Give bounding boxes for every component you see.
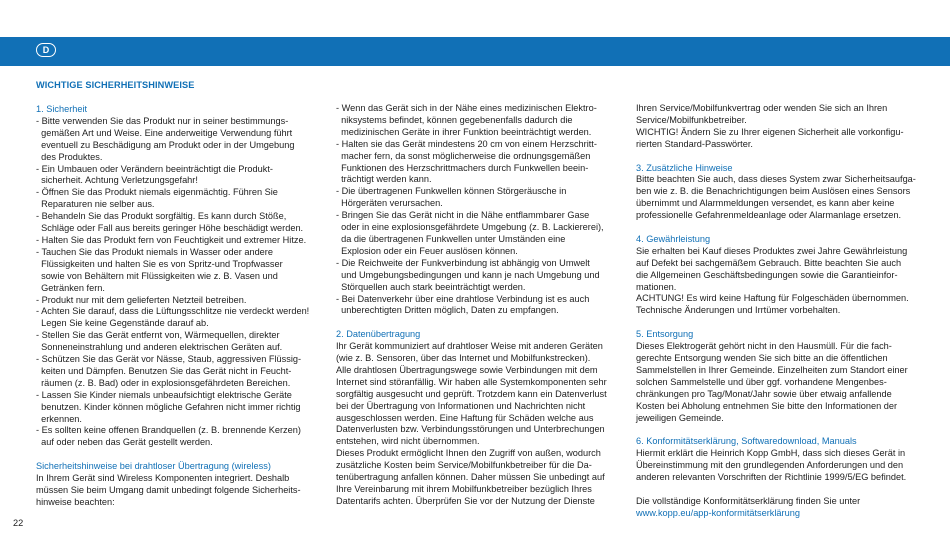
text-line: unberechtigten Dritten möglich, Daten zu empfangen. xyxy=(336,305,559,316)
text-line: - Halten Sie das Produkt fern von Feuchtigkeit und extremer Hitze. xyxy=(36,234,307,245)
text-line: - Es sollten keine offenen Brandquellen (z. B. brennende Kerzen) xyxy=(36,425,301,436)
text-line: sowie von Behältern mit Flüssigkeiten wie z. B. Vasen und xyxy=(36,270,278,281)
text-line: - Achten Sie darauf, dass die Lüftungsschlitze nie verdeckt werden! xyxy=(36,306,310,317)
text-line: WICHTIG! Ändern Sie zu Ihrer eigenen Sicherheit alle vorkonfigu- xyxy=(636,126,904,137)
text-line: Service/Mobilfunkbetreiber. xyxy=(636,114,747,125)
text-line: benutzen. Kinder können mögliche Gefahren nicht immer richtig xyxy=(36,401,301,412)
header-bar xyxy=(0,37,950,66)
section-heading: Sicherheitshinweise bei drahtloser Übertragung (wireless) xyxy=(36,461,271,472)
text-line: - Behandeln Sie das Produkt sorgfältig. Es kann durch Stöße, xyxy=(36,211,287,222)
text-line: Ihre Vereinbarung mit ihrem Mobilfunkbetreiber bezüglich Ihres xyxy=(336,483,592,494)
section-heading: 2. Datenübertragung xyxy=(336,329,421,340)
text-line: räumen (z. B. Bad) oder in explosionsgefährdeten Bereichen. xyxy=(36,377,291,388)
text-line: Getränken fern. xyxy=(36,282,105,293)
text-line: - Produkt nur mit dem gelieferten Netzteil betreiben. xyxy=(36,294,247,305)
text-line: Flüssigkeiten und halten Sie es von Spritz-und Tropfwasser xyxy=(36,258,283,269)
text-line: - Schützen Sie das Gerät vor Nässe, Staub, aggressiven Flüssig- xyxy=(36,354,302,365)
column-middle xyxy=(336,103,618,508)
text-line: Hörgeräten verursachen. xyxy=(336,198,443,209)
text-line: - Halten sie das Gerät mindestens 20 cm von einem Herzschritt- xyxy=(336,138,597,149)
text-line: bei der Übertragung von Informationen und Nachrichten nicht xyxy=(336,400,586,411)
text-line: Sammelstellen in Ihrer Gemeinde. Einzelheiten zum Standort einer xyxy=(636,364,908,375)
text-line: Kosten bei Abholung entnehmen Sie bitte den Informationen der xyxy=(636,400,898,411)
text-line: Schläge oder Fall aus bereits geringer Höhe beschädigt werden. xyxy=(36,223,304,234)
spacer xyxy=(636,222,926,234)
text-line: - Die übertragenen Funkwellen können Störgeräusche in xyxy=(336,186,567,197)
text-line: ausgeschlossen werden. Eine Haftung für Schäden welche aus xyxy=(336,412,594,423)
spacer xyxy=(636,424,926,436)
text-line: zusätzliche Kosten beim Service/Mobilfunkbetreiber für die Da- xyxy=(336,460,592,471)
spacer xyxy=(36,449,318,461)
text-line: sicherheit. Achtung Verletzungsgefahr! xyxy=(36,175,198,186)
spacer xyxy=(336,317,618,329)
text-line: solchen Sammelstelle und über ggf. vorhandene Mengenbes- xyxy=(636,376,887,387)
spacer xyxy=(636,317,926,329)
text-line: rierten Standard-Passwörter. xyxy=(636,138,753,149)
column-right xyxy=(636,103,926,520)
text-line: Sie erhalten bei Kauf dieses Produktes zwei Jahre Gewährleistung xyxy=(636,245,908,256)
text-line: eventuell zu Beschädigung am Produkt oder in der Umgebung xyxy=(36,139,295,150)
section-heading: 3. Zusätzliche Hinweise xyxy=(636,162,733,173)
text-line: oder in eine explosionsgefährdete Umgebung (z. B. Lackiererei), xyxy=(336,222,604,233)
text-line: müssen Sie beim Umgang damit unbedingt folgende Sicherheits- xyxy=(36,484,301,495)
text-line: - Ein Umbauen oder Verändern beeinträchtigt die Produkt- xyxy=(36,163,273,174)
text-line: anderen relevanten Vorschriften der Richtlinie 1999/5/EG befindet. xyxy=(636,472,907,483)
text-line: Die vollständige Konformitätserklärung finden Sie unter xyxy=(636,495,861,506)
section-heading: 5. Entsorgung xyxy=(636,329,694,340)
column-left xyxy=(36,104,318,509)
text-line: gemäßen Art und Weise. Eine anderweitige Verwendung führt xyxy=(36,127,293,138)
text-line: mationen. xyxy=(636,281,677,292)
text-line: - Wenn das Gerät sich in der Nähe eines medizinischen Elektro- xyxy=(336,103,597,113)
section-heading: 1. Sicherheit xyxy=(36,104,88,114)
text-line: Dieses Elektrogerät gehört nicht in den Hausmüll. Für die fach- xyxy=(636,341,892,352)
text-line: - Die Reichweite der Funkverbindung ist abhängig von Umwelt xyxy=(336,257,590,268)
text-line: entstehen, wird nicht übernommen. xyxy=(336,436,480,447)
text-line: ACHTUNG! Es wird keine Haftung für Folgeschäden übernommen. xyxy=(636,293,909,304)
page-number: 22 xyxy=(13,518,24,528)
text-line: Sonneneinstrahlung und anderen elektrischen Geräten auf. xyxy=(36,342,283,353)
text-line: - Tauchen Sie das Produkt niemals in Wasser oder andere xyxy=(36,246,273,257)
text-line: sorgfältig ausgesucht und geprüft. Trotzdem kann ein Datenverlust xyxy=(336,388,607,399)
text-line: - Bringen Sie das Gerät nicht in die Nähe entflammbarer Gase xyxy=(336,210,590,221)
text-line: Funktionen des Herzschrittmachers durch Funkwellen beein- xyxy=(336,162,589,173)
text-line: Datentarifs achten. Überprüfen Sie vor der Nutzung der Dienste xyxy=(336,495,595,506)
text-line: Reparaturen nie selber aus. xyxy=(36,199,155,210)
text-line: ben wie z. B. die Benachrichtigungen beim Auslösen eines Sensors xyxy=(636,186,911,197)
text-line: Alle drahtlosen Übertragungswege sowie Verbindungen mit dem xyxy=(336,364,598,375)
page-title: WICHTIGE SICHERHEITSHINWEISE xyxy=(36,80,195,90)
text-line: chränkungen pro Tag/Monat/Jahr sowie über etwaig anfallende xyxy=(636,388,892,399)
text-line: trächtigt werden kann. xyxy=(336,174,432,185)
text-line: Dieses Produkt ermöglicht Ihnen den Zugriff von außen, wodurch xyxy=(336,448,601,459)
text-line: Technische Änderungen und Irrtümer vorbehalten. xyxy=(636,305,841,316)
section-heading: 6. Konformitätserklärung, Softwaredownload, Manuals xyxy=(636,436,857,447)
text-line: Bitte beachten Sie auch, dass dieses System zwar Sicherheitsaufga- xyxy=(636,174,916,185)
text-line: niksystems befindet, können gegebenenfalls dadurch die xyxy=(336,114,573,125)
text-line: Ihren Service/Mobilfunkvertrag oder wenden Sie sich an Ihren xyxy=(636,103,888,113)
text-line: auf oder neben das Gerät gestellt werden. xyxy=(36,437,213,448)
text-line: keiten und Dämpfen. Benutzen Sie das Gerät nicht in Feucht- xyxy=(36,365,292,376)
text-line: Explosion oder ein Feuer auslösen können. xyxy=(336,245,518,256)
text-line: - Bitte verwenden Sie das Produkt nur in seiner bestimmungs- xyxy=(36,115,289,126)
text-line: (wie z. B. Sensoren, über das Internet und Mobilfunkstrecken). xyxy=(336,353,591,364)
text-line: übernimmt und Alarmmeldungen versendet, es kann aber keine xyxy=(636,198,895,209)
text-line: medizinischen Geräte in ihrer Funktion beeinträchtigt werden. xyxy=(336,126,592,137)
text-line: professionelle Gefahrenmeldeanlage oder Alarmanlage ersetzen. xyxy=(636,210,902,221)
text-line: tenübertragung anfallen können. Daher müssen Sie unbedingt auf xyxy=(336,472,605,483)
text-line: da die übertragenen Funkwellen unter Umständen eine xyxy=(336,233,566,244)
text-line: erkennen. xyxy=(36,413,82,424)
text-line: und Umgebungsbedingungen und kann je nach Umgebung und xyxy=(336,269,600,280)
text-line: Übereinstimmung mit den grundlegenden Anforderungen und den xyxy=(636,460,904,471)
text-line: Störquellen auch stark beeinträchtigt werden. xyxy=(336,281,526,292)
language-badge: D xyxy=(36,43,56,57)
spacer xyxy=(636,151,926,163)
text-line: In Ihrem Gerät sind Wireless Komponenten integriert. Deshalb xyxy=(36,473,290,484)
text-line: Ihr Gerät kommuniziert auf drahtloser Weise mit anderen Geräten xyxy=(336,341,603,352)
text-line: Datenverlusten bzw. Verbindungsstörungen und Unterbrechungen xyxy=(336,424,605,435)
text-line: Hiermit erklärt die Heinrich Kopp GmbH, dass sich dieses Gerät in xyxy=(636,448,906,459)
section-heading: 4. Gewährleistung xyxy=(636,233,711,244)
text-line: - Stellen Sie das Gerät entfernt von, Wärmequellen, direkter xyxy=(36,330,280,341)
text-line: - Bei Datenverkehr über eine drahtlose Verbindung ist es auch xyxy=(336,293,590,304)
text-line: hinweise beachten: xyxy=(36,496,115,507)
text-line: - Lassen Sie Kinder niemals unbeaufsichtigt elektrische Geräte xyxy=(36,389,292,400)
text-line: des Produktes. xyxy=(36,151,103,162)
konformitaet-link[interactable]: www.kopp.eu/app-konformitätserklärung xyxy=(636,507,800,518)
text-line: - Öffnen Sie das Produkt niemals eigenmächtig. Führen Sie xyxy=(36,187,278,198)
spacer xyxy=(636,484,926,496)
text-line: macher fern, da sonst möglicherweise die ordnungsgemäßen xyxy=(336,150,591,161)
text-line: auf Defekt bei sachgemäßem Gebrauch. Bitte beachten Sie auch xyxy=(636,257,902,268)
text-line: die Allgemeinen Geschäftsbedingungen sowie die Garantieinfor- xyxy=(636,269,898,280)
text-line: Internet sind störanfällig. Wir haben alle Systemkomponenten sehr xyxy=(336,376,607,387)
text-line: Legen Sie keine Gegenstände darauf ab. xyxy=(36,318,209,329)
text-line: jeweiligen Gemeinde. xyxy=(636,412,724,423)
text-line: gerechte Entsorgung wenden Sie sich bitte an die öffentlichen xyxy=(636,352,888,363)
